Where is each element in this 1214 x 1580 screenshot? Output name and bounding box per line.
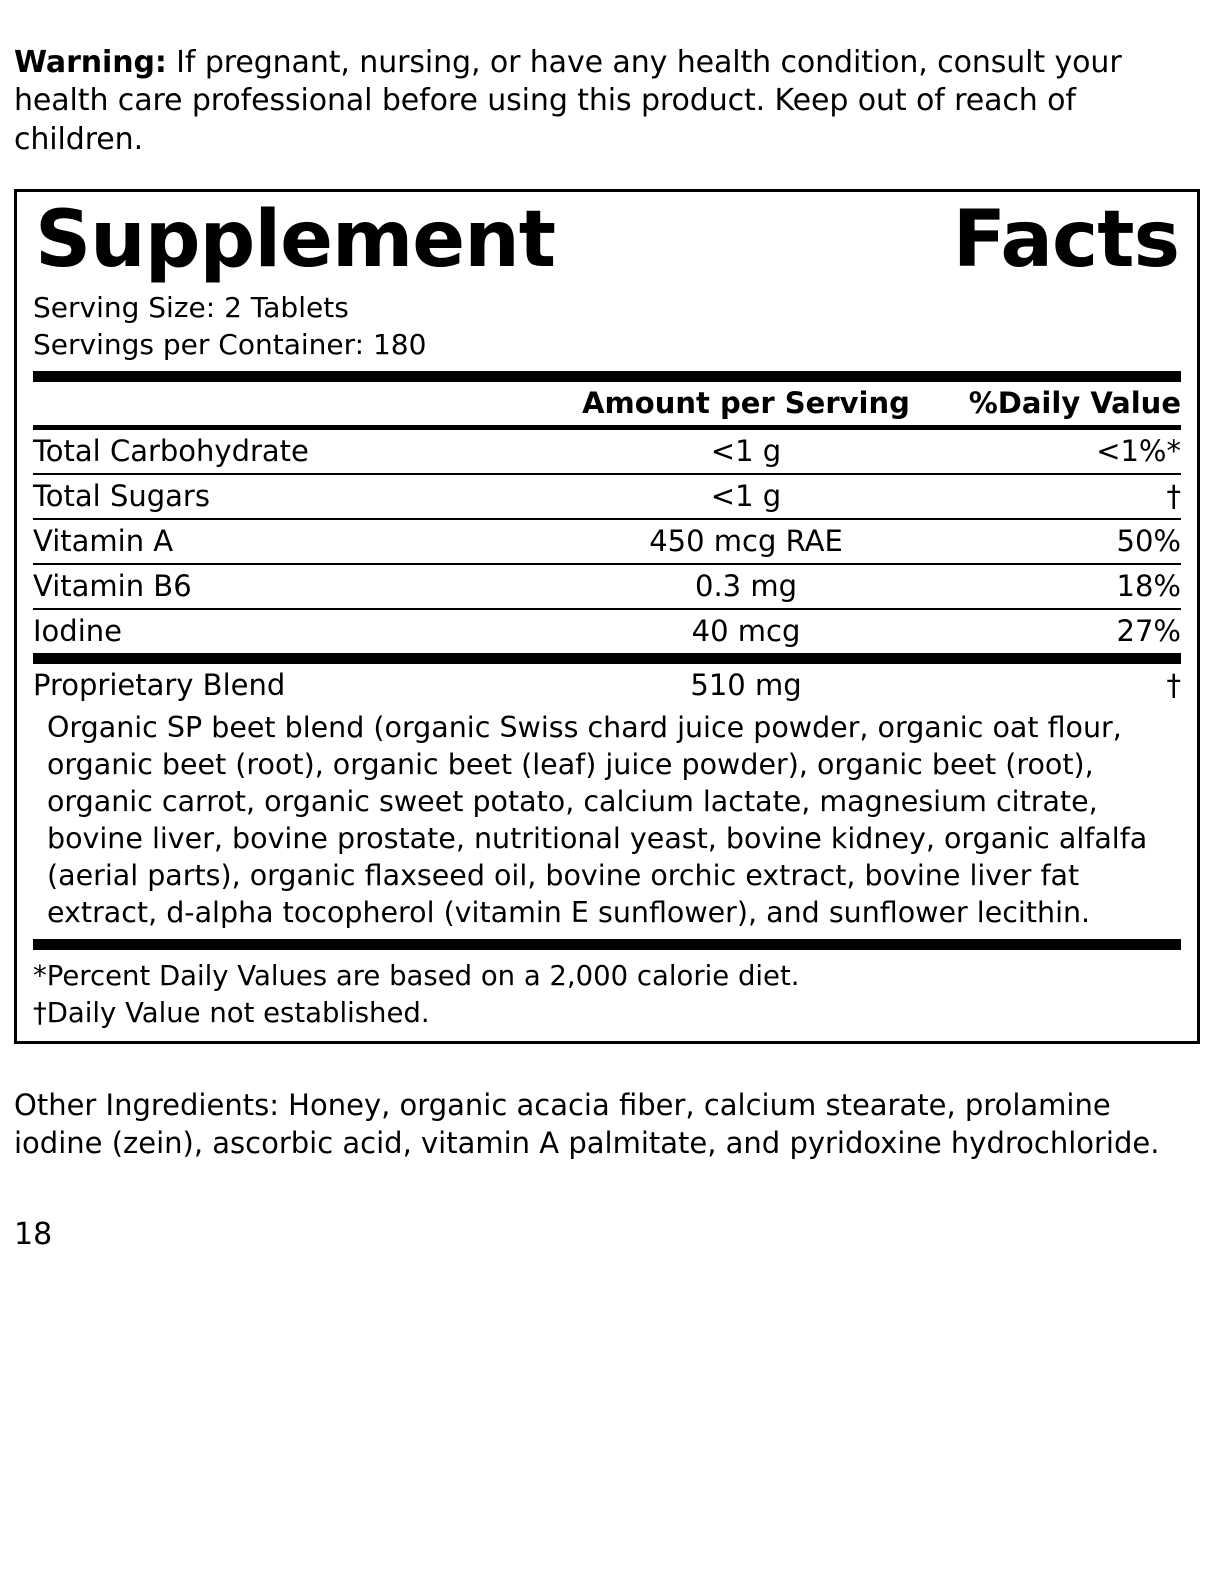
blend-ingredients: Organic SP beet blend (organic Swiss chard juice powder, organic oat flour, organic beet (root), organic beet (leaf) juice powder), organic beet (root), organic carrot, organic sweet potato, calcium lactate, magnesium citrate, bovine liver, bovine prostate, nutritional yeast, bovine kidney, organic alfalfa (aerial parts), organic flaxseed oil, bovine orchic extract, bovine liver fat extract, d-alpha tocopherol (vitamin E sunflower), and sunflower lecithin.: [47, 711, 1148, 930]
rule-above-footnotes: [33, 939, 1181, 950]
row-daily-value: 50%: [911, 519, 1181, 564]
row-name: Vitamin A: [33, 519, 581, 564]
other-ingredients: Other Ingredients: Honey, organic acacia fiber, calcium stearate, prolamine iodine (zein), ascorbic acid, vitamin A palmitate, and pyridoxine hydrochloride.: [14, 1088, 1160, 1160]
serving-info: [33, 284, 1181, 371]
rule-above-blend: [33, 653, 1181, 664]
rule-top-thick: [33, 371, 1181, 382]
table-row: [33, 664, 1181, 707]
row-daily-value: 18%: [911, 564, 1181, 609]
row-daily-value: 27%: [1116, 614, 1181, 649]
row-amount: <1 g: [581, 474, 911, 519]
footnote-percent-dv: *Percent Daily Values are based on a 2,000 calorie diet.: [33, 960, 800, 993]
table-row: [33, 609, 1181, 653]
table-row: [33, 519, 1181, 564]
nutrition-rows-table: [33, 430, 1181, 653]
row-name: Total Sugars: [33, 474, 581, 519]
title-word-facts: Facts: [952, 195, 1179, 286]
header-daily-value: %Daily Value: [968, 386, 1181, 421]
blend-amount: 510 mg: [690, 668, 802, 703]
proprietary-blend-table: [33, 664, 1181, 707]
row-name: Vitamin B6: [33, 564, 581, 609]
row-name: Total Carbohydrate: [33, 430, 581, 474]
table-row: [33, 564, 1181, 609]
table-row: [33, 430, 1181, 474]
warning-label: Warning:: [14, 45, 167, 80]
supplement-facts-panel: [14, 189, 1200, 1044]
row-daily-value: <1%*: [911, 430, 1181, 474]
header-amount-per-serving: Amount per Serving: [582, 386, 910, 421]
footnote-dagger: †Daily Value not established.: [33, 996, 430, 1029]
warning-text: [14, 30, 1200, 159]
row-amount: 450 mcg RAE: [581, 519, 911, 564]
page-number: 18: [14, 1217, 53, 1253]
supplement-label-page: [0, 30, 1214, 1580]
servings-per-container: Servings per Container: 180: [33, 327, 427, 361]
blend-daily-value: †: [1166, 668, 1181, 703]
table-row: [33, 474, 1181, 519]
row-amount: <1 g: [581, 430, 911, 474]
row-amount: 40 mcg: [691, 614, 801, 649]
table-header-row: [33, 382, 1181, 425]
row-amount: 0.3 mg: [581, 564, 911, 609]
warning-body: If pregnant, nursing, or have any health condition, consult your health care professional before using this product. Keep out of reach of children.: [14, 45, 1122, 157]
header-blank: [33, 382, 581, 425]
supplement-facts-title: [33, 192, 1181, 284]
blend-name: Proprietary Blend: [33, 668, 286, 703]
title-word-supplement: Supplement: [35, 195, 556, 286]
serving-size: Serving Size: 2 Tablets: [33, 291, 349, 325]
footnotes: [33, 950, 1181, 1031]
row-name: Iodine: [33, 614, 122, 649]
nutrition-header-table: [33, 382, 1181, 425]
row-daily-value: †: [911, 474, 1181, 519]
